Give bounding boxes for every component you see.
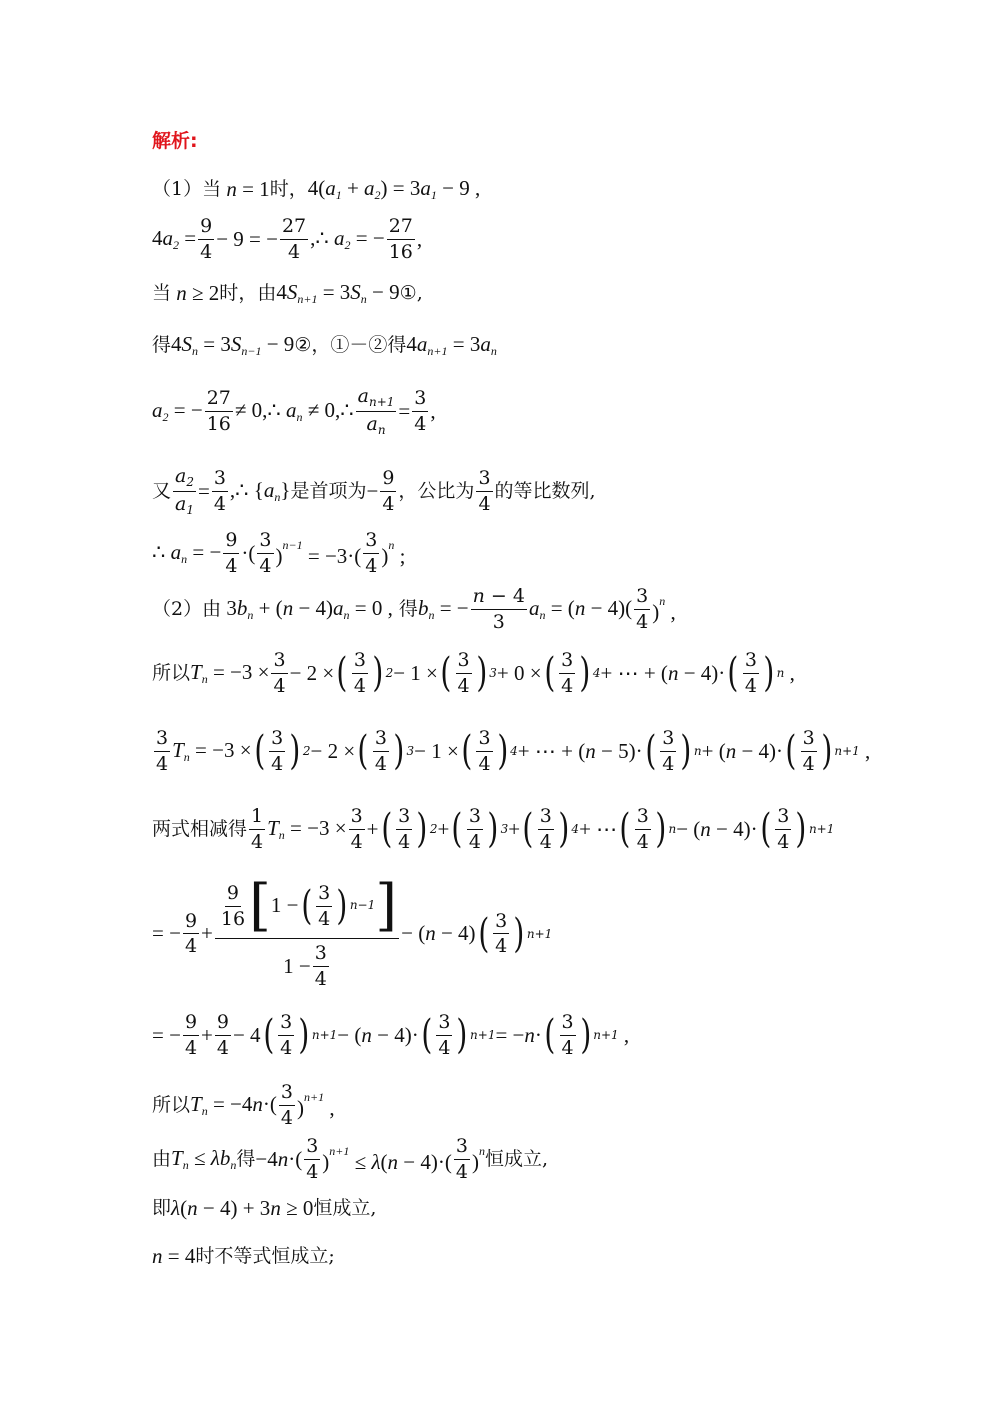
math-expr: − 2 ×: [310, 738, 356, 763]
math-expr: = −: [152, 1022, 181, 1047]
fraction: $\frac{9}{4}$: [216, 1011, 229, 1059]
fraction: $\frac{27}{16}$: [388, 215, 413, 263]
fraction: $\frac{n - 4}{3}$: [472, 585, 525, 633]
fraction: $\frac{27}{4}$: [281, 215, 307, 263]
text-run: 恒成立,: [484, 1147, 549, 1170]
fraction: $\frac{3}{4}$: [777, 805, 790, 853]
text-run: 所以: [152, 1093, 191, 1116]
math-expr: + ⋯ + (n − 4)·: [600, 660, 726, 685]
math-expr: λ(n − 4) + 3n ≥ 0: [171, 1196, 314, 1220]
fraction: $\frac{3}{4}$: [353, 649, 366, 697]
math-expr: $T_n = -3$ ×: [190, 659, 270, 686]
text-run: 得: [398, 597, 418, 620]
text-run: ①－②得: [330, 334, 407, 356]
math-expr: =: [398, 399, 411, 424]
big-fraction: $\frac{9}{16}$ [ 1 − ( $\frac{3}{4}$ ) n−1 ] 1 − $\frac{3}{4}$: [215, 878, 399, 990]
eq-line-14: [152, 1082, 335, 1129]
text-run: 恒成立,: [313, 1197, 377, 1219]
eq-line-9: 所以 $T_n = -3$ × $\frac{3}{4}$ − 2 × ( $\frac{3}{4}$ ) 2 − 1 × ( $\frac{3}{4}$ ) 3 + 0 × ( $\frac{3}{4}$ ) 4 + ⋯ + (n − 4)· ( $\frac{3}{4}$ ) n ,: [152, 649, 795, 697]
fraction: $\frac{3}{4}$: [350, 805, 363, 853]
fraction: $\frac{a_{n+1}}{a_n}$: [357, 385, 395, 438]
text-run: 当: [152, 282, 172, 304]
fraction: $\frac{3}{4}$: [438, 1011, 451, 1059]
fraction: $\frac{3}{4}$: [398, 805, 411, 853]
math-expr: + ⋯ + (n − 5)·: [517, 738, 643, 763]
text-run: ,: [416, 282, 423, 304]
math-expr: $4S_{n+1} = 3S_n - 9$: [276, 280, 400, 306]
text-run: ①: [399, 282, 417, 304]
math-expr: − 1 ×: [393, 660, 438, 685]
text-run: 由: [257, 282, 277, 304]
math-expr: )$^n$ ,: [652, 594, 676, 625]
eq-line-17: [152, 1246, 335, 1267]
fraction: $\frac{3}{4}$: [455, 1135, 468, 1183]
math-expr: − (n − 4)·: [337, 1022, 419, 1047]
math-expr: =: [197, 479, 210, 504]
math-expr: ,: [430, 399, 436, 424]
math-expr: 1 −: [283, 953, 311, 978]
fraction: $\frac{3}{4}$: [273, 649, 286, 697]
text-run: 时不等式恒成立;: [195, 1245, 335, 1267]
math-expr: − (n − 4): [401, 921, 476, 946]
text-run: 所以: [152, 661, 191, 684]
math-expr: ,∴ $\{a_n\}$: [229, 478, 291, 505]
text-run: 得: [236, 1147, 256, 1170]
text-run: ②: [294, 334, 312, 356]
fraction: $\frac{3}{4}$: [280, 1011, 293, 1059]
math-expr: +: [366, 816, 379, 841]
math-expr: n ≥ 2: [176, 281, 220, 305]
eq-line-8: [152, 586, 676, 633]
text-run: ，: [238, 282, 258, 304]
math-expr: − 4: [232, 1022, 261, 1047]
math-expr: − 2 ×: [289, 660, 335, 685]
part-2-label: （2）由: [152, 597, 222, 620]
math-expr: )$^n$ ;: [381, 538, 406, 569]
fraction: $\frac{3}{4}$: [662, 727, 675, 775]
eq-line-6: [152, 466, 596, 517]
fraction: $\frac{3}{4}$: [561, 1011, 574, 1059]
math-expr: ,: [784, 660, 795, 685]
math-expr: $T_n = -3$ ×: [172, 737, 252, 764]
text-run: 是首项为: [290, 480, 367, 503]
math-expr: − 1 ×: [414, 738, 459, 763]
math-expr: $b_n$ = −: [417, 595, 469, 622]
solution-heading: 解析:: [152, 130, 198, 152]
math-expr: = −: [152, 921, 181, 946]
text-run: 即: [152, 1197, 172, 1219]
fraction: $\frac{27}{16}$: [206, 387, 231, 436]
fraction: $\frac{9}{4}$: [200, 215, 213, 263]
math-expr: +: [437, 816, 450, 841]
fraction: $\frac{3}{4}$: [280, 1081, 293, 1129]
fraction: $\frac{3}{4}$: [802, 727, 815, 775]
fraction: $\frac{3}{4}$: [306, 1135, 319, 1183]
math-expr: $4(a_1 + a_2) = 3a_1 - 9$ ,: [307, 176, 481, 202]
math-expr: +: [201, 1022, 213, 1047]
text-run: ，: [311, 334, 331, 356]
fraction: $\frac{9}{4}$: [225, 529, 238, 577]
part-1-label: （1）当: [152, 178, 222, 200]
eq-line-1: [152, 178, 480, 201]
eq-line-3: [152, 282, 423, 305]
fraction: $\frac{3}{4}$: [636, 585, 649, 633]
math-expr: −: [366, 479, 379, 504]
math-expr: n = 1: [226, 177, 270, 201]
math-expr: $a_n = (n - 4)$(: [528, 595, 633, 622]
fraction: $\frac{3}{4}$: [539, 805, 552, 853]
math-expr: + ⋯: [579, 816, 618, 841]
fraction: $\frac{3}{4}$: [478, 467, 491, 516]
math-expr: )$^{n+1}$ ,: [296, 1090, 335, 1121]
math-expr: $a_2$ = −: [152, 398, 203, 425]
math-expr: ,: [618, 1022, 630, 1047]
fraction: $\frac{3}{4}$: [457, 649, 470, 697]
eq-line-16: [152, 1198, 376, 1219]
eq-line-11: 两式相减得 $\frac{1}{4}$ $T_n = -3$ × $\frac{3}{4}$ + ( $\frac{3}{4}$ ) 2 + ( $\frac{3}{4}$ ) 3 + ( $\frac{3}{4}$ ) 4 + ⋯ ( $\frac{3}{4}$ ) n − (n − 4)· ( $\frac{3}{4}$ ) n+1: [152, 805, 835, 853]
math-expr: −4n·(: [255, 1146, 303, 1171]
eq-line-4: [152, 334, 497, 357]
fraction: $\frac{3}{4}$: [495, 909, 508, 958]
math-expr: $4S_n = 3S_{n-1} - 9$: [171, 332, 295, 358]
fraction: $\frac{9}{16}$: [220, 881, 246, 930]
fraction: $\frac{3}{4}$: [156, 727, 169, 775]
eq-line-15: [152, 1136, 548, 1183]
fraction: $\frac{3}{4}$: [318, 881, 331, 930]
math-expr: + (n − 4)·: [701, 738, 784, 763]
fraction: $\frac{a_2}{a_1}$: [175, 465, 194, 518]
math-expr: − (n − 4)·: [676, 816, 758, 841]
eq-line-7: [152, 530, 405, 577]
fraction: $\frac{3}{4}$: [561, 649, 574, 697]
math-expr: $3b_n + (n - 4)a_n = 0$ ,: [221, 595, 393, 622]
math-expr: ·(: [241, 540, 256, 565]
math-expr: +: [201, 921, 213, 946]
math-expr: n = 4: [152, 1244, 196, 1268]
fraction: $\frac{3}{4}$: [213, 467, 226, 516]
text-run: 由: [152, 1147, 172, 1170]
eq-line-13: = − $\frac{9}{4}$ + $\frac{9}{4}$ − 4 ( $\frac{3}{4}$ ) n+1 − (n − 4)· ( $\frac{3}{4}$ ) n+1 = −n· ( $\frac{3}{4}$ ) n+1 ,: [152, 1011, 630, 1059]
math-expr: $T_n = -3$ ×: [267, 815, 347, 842]
text-run: 得: [152, 334, 172, 356]
math-expr: ,: [859, 738, 871, 763]
math-expr: )$^n$: [471, 1144, 485, 1175]
fraction: $\frac{9}{4}$: [382, 467, 395, 516]
math-expr: ,: [416, 226, 423, 251]
fraction: $\frac{3}{4}$: [271, 727, 284, 775]
eq-line-12: = − $\frac{9}{4}$ + $\frac{9}{16}$ [ 1 − ( $\frac{3}{4}$ ) n−1 ] 1 − $\frac{3}{4}$ − (n − 4) ( $\frac{3}{4}$ ) n+1: [152, 873, 553, 990]
eq-line-10: $\frac{3}{4}$ $T_n = -3$ × ( $\frac{3}{4}$ ) 2 − 2 × ( $\frac{3}{4}$ ) 3 − 1 × ( $\frac{3}{4}$ ) 4 + ⋯ + (n − 5)· ( $\frac{3}{4}$ ) n + (n − 4)· ( $\frac{3}{4}$ ) n+1 ,: [156, 727, 871, 775]
fraction: $\frac{3}{4}$: [374, 727, 387, 775]
text-run: 时，: [269, 178, 308, 200]
fraction: $\frac{3}{4}$: [414, 387, 427, 436]
text-run: 又: [152, 480, 172, 503]
fraction: $\frac{3}{4}$: [468, 805, 482, 853]
math-expr: ∴ $a_n$ = −: [152, 539, 222, 566]
math-expr: $T_n \le \lambda b_n$: [171, 1145, 237, 1172]
fraction: $\frac{3}{4}$: [259, 529, 272, 577]
eq-line-2: [152, 216, 422, 263]
fraction: $\frac{3}{4}$: [478, 727, 491, 775]
math-expr: + 0 ×: [496, 660, 542, 685]
text-run: ，公比为: [398, 480, 475, 503]
math-expr: +: [508, 816, 521, 841]
eq-line-5: [152, 386, 436, 437]
math-expr: ≠ 0,∴ $a_n$ ≠ 0,∴: [234, 398, 354, 425]
fraction: $\frac{3}{4}$: [744, 649, 757, 697]
math-expr: ,∴ $a_2$ = −: [310, 225, 385, 252]
text-run: 的等比数列,: [494, 480, 596, 503]
math-expr: 1 −: [270, 893, 299, 918]
fraction: $\frac{9}{4}$: [184, 909, 198, 958]
text-run: 时: [219, 282, 239, 304]
math-expr: )$^{n-1}$ = −3·(: [275, 538, 362, 569]
fraction: $\frac{3}{4}$: [314, 942, 327, 990]
fraction: $\frac{3}{4}$: [365, 529, 378, 577]
text-run: 两式相减得: [152, 817, 248, 840]
math-expr: )$^{n+1}$ ≤ λ(n − 4)·(: [322, 1144, 452, 1175]
math-expr: $4a_{n+1} = 3a_n$: [406, 332, 497, 358]
math-expr: $T_n = -4n\cdot$(: [190, 1091, 277, 1118]
fraction: $\frac{9}{4}$: [184, 1011, 198, 1059]
math-expr: − 9 = −: [216, 226, 278, 251]
math-expr: = −n·: [495, 1022, 542, 1047]
fraction: $\frac{3}{4}$: [636, 805, 649, 853]
math-expr: $4a_2$ =: [152, 225, 197, 252]
fraction: $\frac{1}{4}$: [251, 805, 264, 853]
